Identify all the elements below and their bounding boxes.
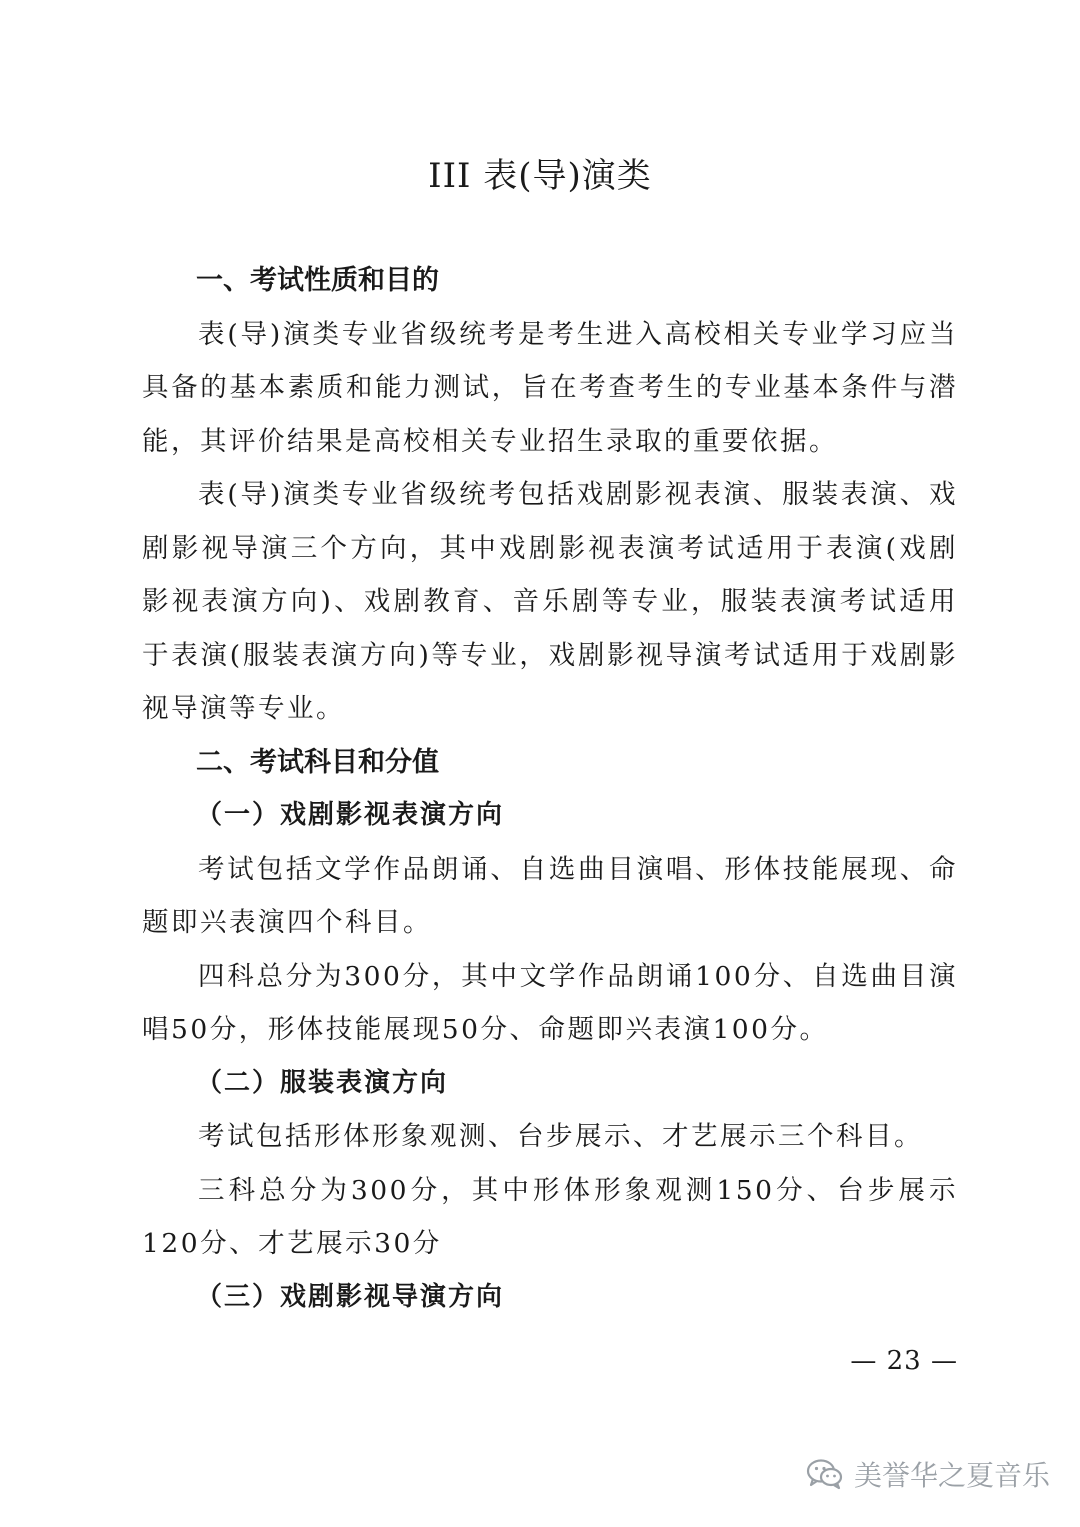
page-title: III 表(导)演类	[428, 156, 652, 196]
document-body	[142, 254, 958, 1324]
watermark	[806, 1454, 1050, 1494]
subsection-heading-drama-acting: （一）戏剧影视表演方向	[196, 800, 505, 830]
wechat-icon	[806, 1458, 844, 1490]
paragraph-directions: 表(导)演类专业省级统考包括戏剧影视表演、服装表演、戏剧影视导演三个方向，其中戏剧影视表演考试适用于表演(戏剧影视表演方向)、戏剧教育、音乐剧等专业，服装表演考试适用于表演(服装表演方向)等专业，戏剧影视导演考试适用于戏剧影视导演等专业。	[142, 479, 958, 724]
paragraph-drama-acting-scores: 四科总分为300分，其中文学作品朗诵100分、自选曲目演唱50分，形体技能展现50分、命题即兴表演100分。	[142, 960, 958, 1045]
section-heading-1: 一、考试性质和目的	[196, 265, 439, 296]
page-number: — 23 —	[850, 1346, 958, 1376]
section-heading-2: 二、考试科目和分值	[196, 746, 439, 778]
subsection-heading-directing: （三）戏剧影视导演方向	[196, 1281, 505, 1312]
paragraph-fashion-scores: 三科总分为300分，其中形体形象观测150分、台步展示120分、才艺展示30分	[142, 1174, 958, 1259]
paragraph-drama-acting-subjects: 考试包括文学作品朗诵、自选曲目演唱、形体技能展现、命题即兴表演四个科目。	[142, 853, 958, 938]
paragraph-fashion-subjects: 考试包括形体形象观测、台步展示、才艺展示三个科目。	[198, 1121, 923, 1152]
paragraph-purpose: 表(导)演类专业省级统考是考生进入高校相关专业学习应当具备的基本素质和能力测试，旨在考查考生的专业基本条件与潜能，其评价结果是高校相关专业招生录取的重要依据。	[142, 318, 958, 457]
subsection-heading-fashion: （二）服装表演方向	[196, 1067, 449, 1098]
watermark-text: 美誉华之夏音乐	[853, 1459, 1050, 1492]
